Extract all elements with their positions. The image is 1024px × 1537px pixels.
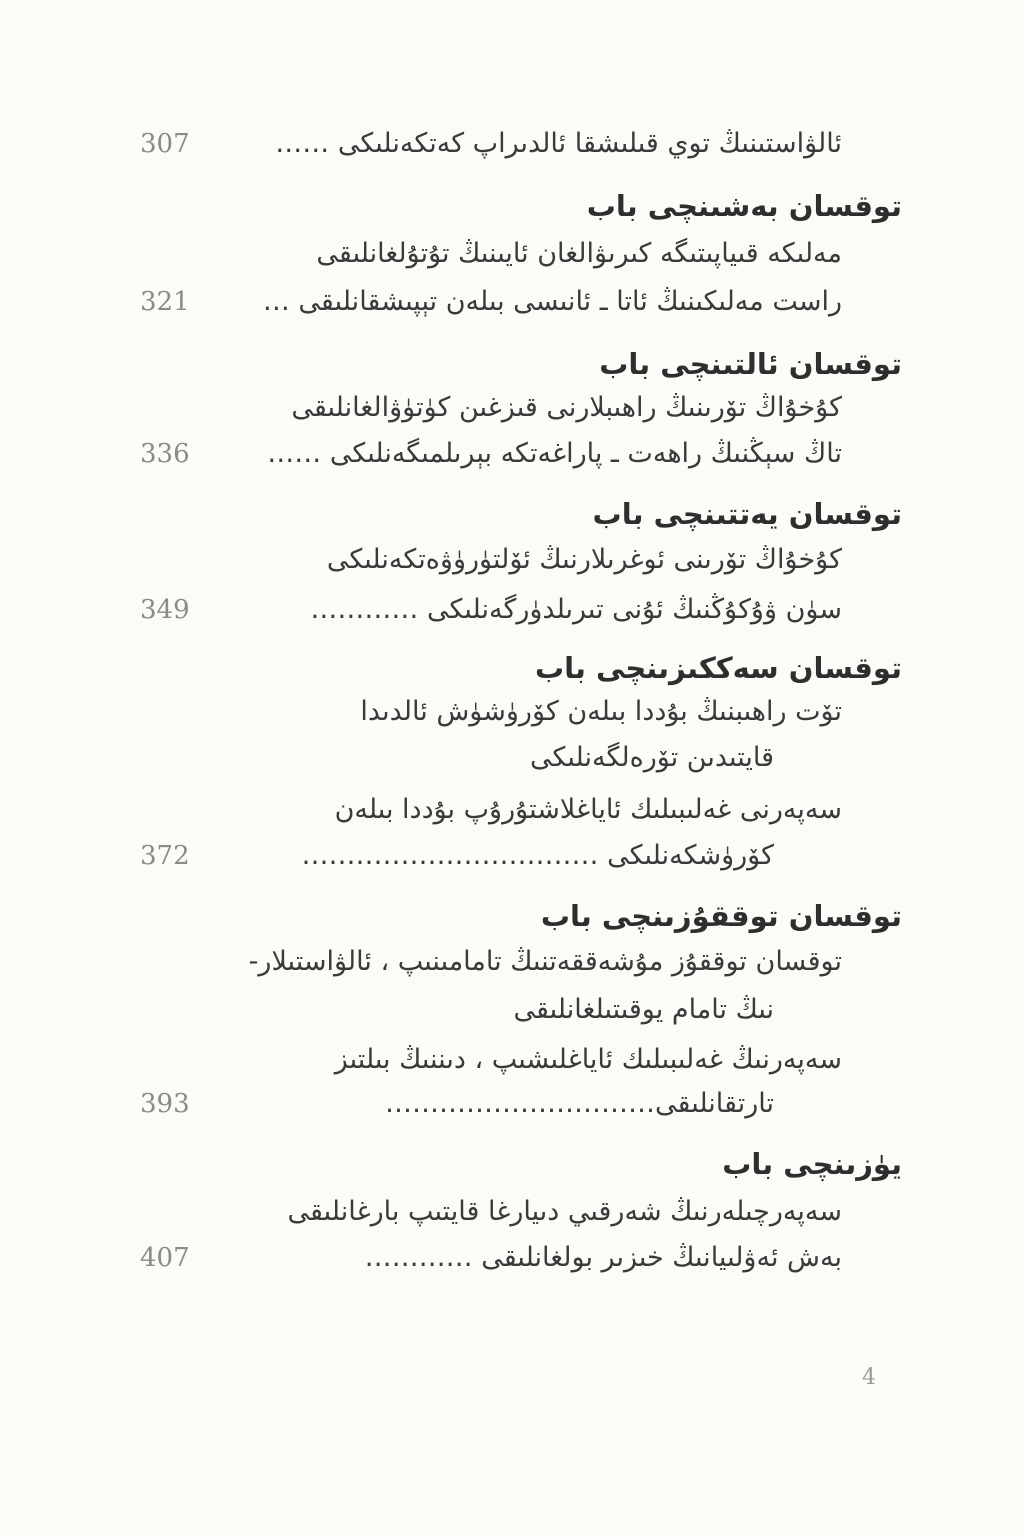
toc-entry-text: سەپەرنى غەلىبىلىك ئاياغلاشتۇرۇپ بۇددا بىلەن xyxy=(334,794,842,825)
chapter-heading: توقسان بەشىنچى باب xyxy=(586,189,902,223)
toc-entry-text: ئالۋاستىنىڭ توي قىلىشقا ئالدىراپ كەتكەنلىكى …… xyxy=(275,128,842,159)
toc-entry-text: سۈن ۋۇكۇڭنىڭ ئۇنى تىرىلدۈرگەنلىكى ………… xyxy=(310,594,842,625)
toc-entry-text: قايتىدىن تۆرەلگەنلىكى xyxy=(529,742,774,773)
chapter-heading: توقسان ئالتىنچى باب xyxy=(599,347,902,381)
chapter-heading: توقسان سەككىزىنچى باب xyxy=(534,651,902,685)
toc-entry-text: تارتقانلىقى………………………… xyxy=(385,1088,774,1119)
toc-entry-text: كۇخۇاڭ تۆرىنى ئوغرىلارنىڭ ئۆلتۈرۈۋەتكەنلىكى xyxy=(326,544,842,575)
toc-entry-text: كۇخۇاڭ تۆرىنىڭ راھىبلارنى قىزغىن كۈتۈۋالغانلىقى xyxy=(291,392,842,423)
toc-entry-text: تاڭ سېڭنىڭ راھەت ـ پاراغەتكە بېرىلمىگەنلىكى …… xyxy=(267,438,842,469)
toc-page-ref: 336 xyxy=(140,439,190,469)
toc-entry-text: تۆت راھىبنىڭ بۇددا بىلەن كۆرۈشۈش ئالدىدا xyxy=(360,696,842,727)
toc-entry-text: راست مەلىكىنىڭ ئاتا ـ ئانىسى بىلەن تېپىشقانلىقى … xyxy=(262,286,842,317)
chapter-heading: توقسان توققۇزىنچى باب xyxy=(540,899,902,933)
page-number: 4 xyxy=(862,1365,876,1390)
toc-entry-text: مەلىكە قىياپىتىگە كىرىۋالغان ئايىنىڭ تۇتۇلغانلىقى xyxy=(316,238,842,269)
chapter-heading: توقسان يەتتىنچى باب xyxy=(592,497,902,531)
toc-page-ref: 407 xyxy=(140,1243,190,1273)
toc-page-ref: 307 xyxy=(140,129,190,159)
toc-entry-text: سەپەرچىلەرنىڭ شەرقىي دىيارغا قايتىپ بارغانلىقى xyxy=(287,1196,842,1227)
toc-page-ref: 349 xyxy=(140,595,190,625)
toc-page-ref: 393 xyxy=(140,1089,190,1119)
toc-page-ref: 321 xyxy=(140,287,190,317)
toc-entry-text: نىڭ تامام يوقىتىلغانلىقى xyxy=(513,994,774,1025)
toc-page-ref: 372 xyxy=(140,841,190,871)
chapter-heading: يۈزىنچى باب xyxy=(722,1147,902,1181)
toc-entry-text: كۆرۈشكەنلىكى …………………………… xyxy=(301,840,774,871)
toc-entry-text: بەش ئەۋلىيانىڭ خىزىر بولغانلىقى ………… xyxy=(364,1242,842,1273)
toc-entry-text: سەپەرنىڭ غەلىبىلىك ئاياغلىشىپ ، دىننىڭ بىلتىز xyxy=(334,1044,842,1075)
toc-entry-text: توقسان توققۇز مۇشەققەتنىڭ تامامىنىپ ، ئالۋاستىلار- xyxy=(248,946,842,977)
